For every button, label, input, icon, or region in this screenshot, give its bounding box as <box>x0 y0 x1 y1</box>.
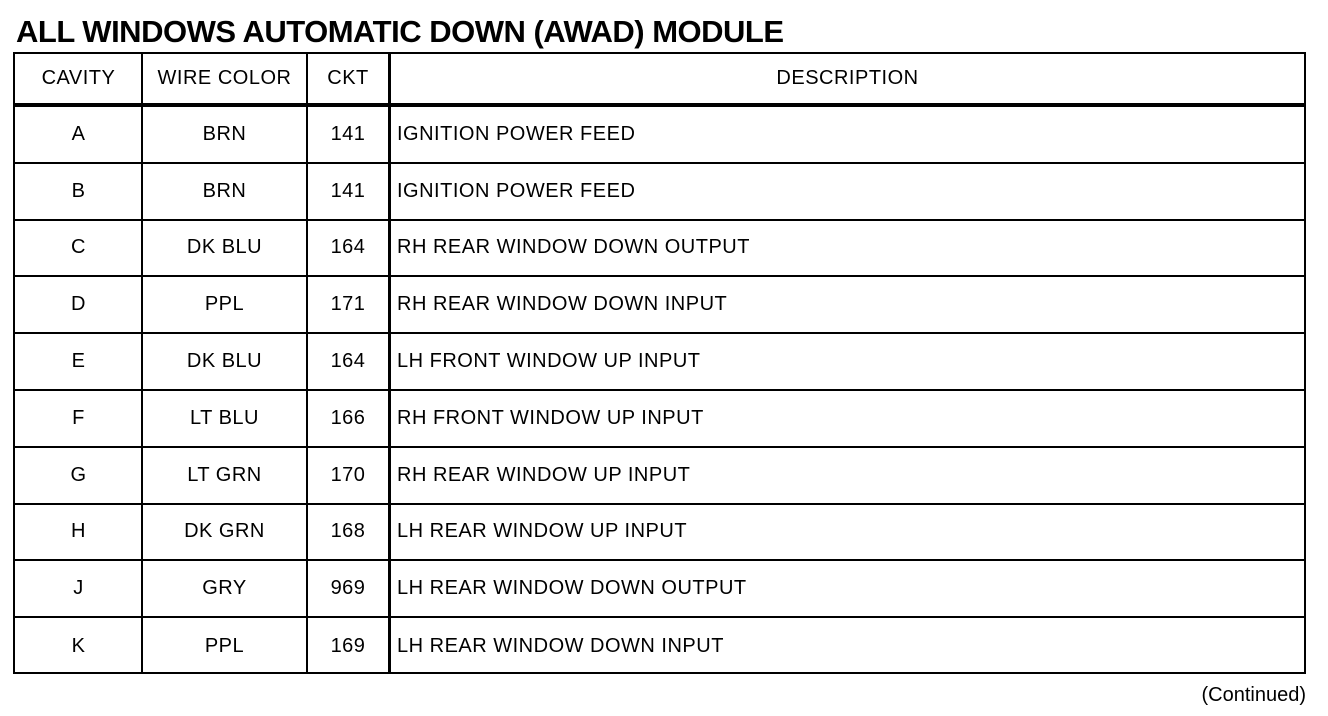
header-ckt: CKT <box>327 67 369 89</box>
header-wire-color: WIRE COLOR <box>157 67 292 89</box>
cell-wire-color: BRN <box>202 122 247 145</box>
cell-wire-color: LT BLU <box>190 406 259 429</box>
column-divider <box>306 54 308 672</box>
cell-wire-color: LT GRN <box>187 463 262 486</box>
cell-description: RH FRONT WINDOW UP INPUT <box>397 406 704 429</box>
cell-description: IGNITION POWER FEED <box>397 122 636 145</box>
cell-cavity: F <box>72 406 85 429</box>
header-cavity: CAVITY <box>41 67 116 89</box>
cell-description: RH REAR WINDOW DOWN INPUT <box>397 293 728 316</box>
cell-wire-color: GRY <box>202 577 247 600</box>
cell-ckt: 170 <box>330 463 366 486</box>
table-header-row <box>15 54 1304 107</box>
continued-note: (Continued) <box>1201 684 1306 706</box>
header-description: DESCRIPTION <box>776 67 919 89</box>
cell-description: LH FRONT WINDOW UP INPUT <box>397 350 701 373</box>
cell-description: RH REAR WINDOW DOWN OUTPUT <box>397 236 750 259</box>
cell-cavity: C <box>71 236 86 259</box>
cell-ckt: 166 <box>330 406 366 429</box>
cell-wire-color: DK BLU <box>186 350 263 373</box>
table-row <box>15 561 1304 618</box>
document-title: ALL WINDOWS AUTOMATIC DOWN (AWAD) MODULE <box>16 14 784 49</box>
cell-wire-color: DK BLU <box>186 236 263 259</box>
cell-cavity: D <box>71 293 86 316</box>
column-divider <box>388 54 391 672</box>
cell-cavity: E <box>71 350 86 373</box>
cell-description: IGNITION POWER FEED <box>397 179 636 202</box>
cell-ckt: 141 <box>330 122 366 145</box>
cell-cavity: J <box>73 577 84 600</box>
cell-ckt: 169 <box>330 635 366 658</box>
cell-description: LH REAR WINDOW UP INPUT <box>397 520 688 543</box>
table-row <box>15 164 1304 221</box>
cell-wire-color: BRN <box>202 179 247 202</box>
table-row <box>15 505 1304 562</box>
cell-description: LH REAR WINDOW DOWN INPUT <box>397 635 724 658</box>
table-row <box>15 221 1304 278</box>
table-row <box>15 618 1304 675</box>
cell-ckt: 171 <box>330 293 366 316</box>
cell-cavity: B <box>71 179 86 202</box>
cell-ckt: 168 <box>330 520 366 543</box>
connector-table <box>13 52 1306 674</box>
cell-ckt: 969 <box>330 577 366 600</box>
cell-cavity: K <box>71 635 86 658</box>
cell-description: RH REAR WINDOW UP INPUT <box>397 463 691 486</box>
cell-wire-color: PPL <box>204 635 245 658</box>
cell-cavity: G <box>70 463 87 486</box>
cell-wire-color: DK GRN <box>184 520 265 543</box>
table-row <box>15 277 1304 334</box>
column-divider <box>141 54 143 672</box>
cell-cavity: H <box>71 520 86 543</box>
cell-ckt: 164 <box>330 350 366 373</box>
table-row <box>15 107 1304 164</box>
table-row <box>15 448 1304 505</box>
table-row <box>15 391 1304 448</box>
cell-ckt: 141 <box>330 179 366 202</box>
cell-cavity: A <box>71 122 86 145</box>
cell-wire-color: PPL <box>204 293 245 316</box>
cell-description: LH REAR WINDOW DOWN OUTPUT <box>397 577 747 600</box>
cell-ckt: 164 <box>330 236 366 259</box>
table-row <box>15 334 1304 391</box>
